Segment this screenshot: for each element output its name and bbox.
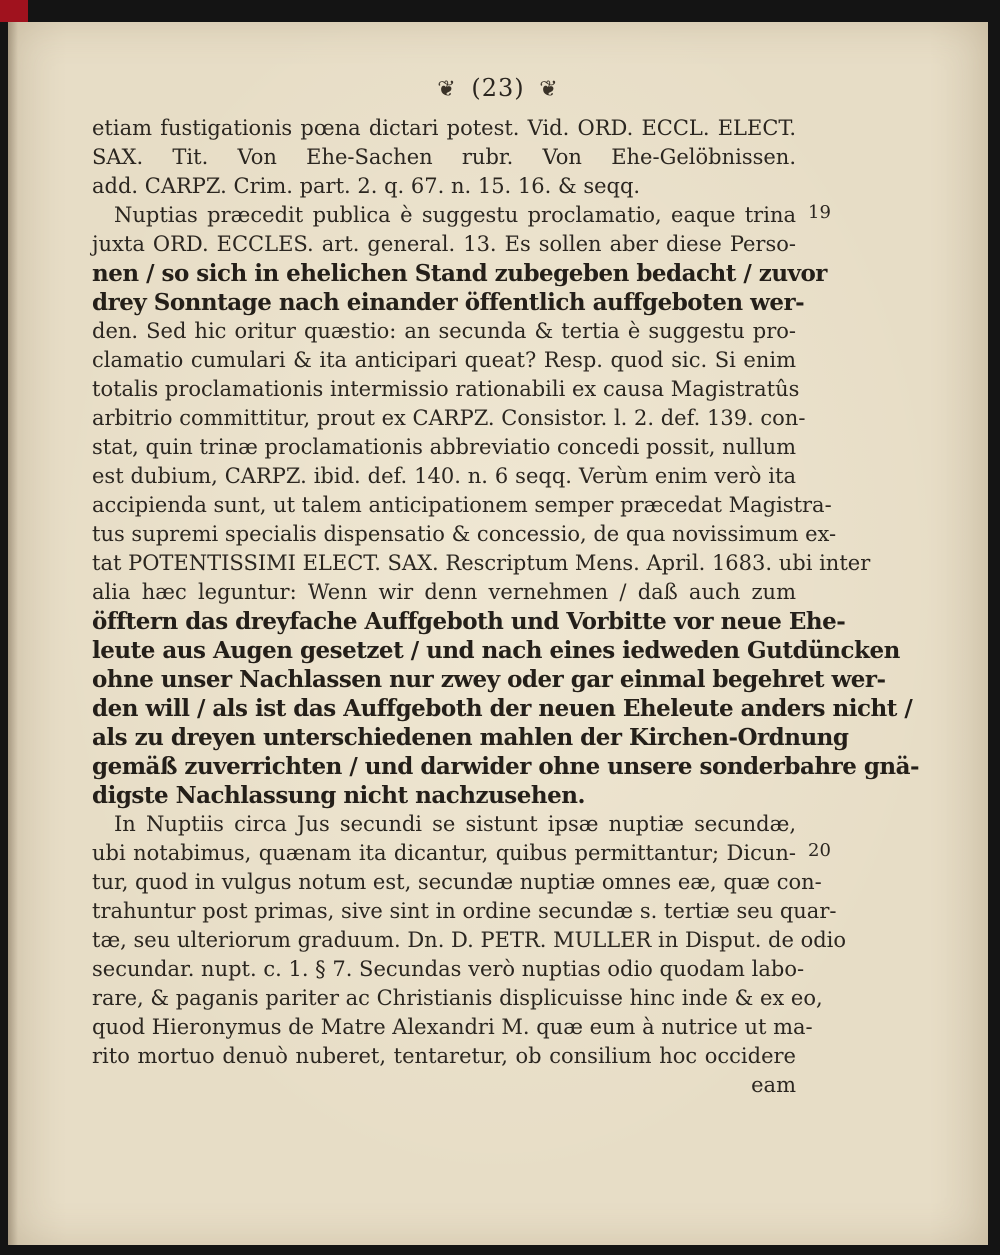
catchword: eam	[751, 1073, 796, 1097]
text-line: In Nuptiis circa Jus secundi se sistunt ipsæ nuptiæ secundæ,	[114, 812, 796, 836]
text-line: leute aus Augen gesetzet / und nach eines iedweden Gutdüncken	[92, 637, 900, 664]
text-line: secundar. nupt. c. 1. § 7. Secundas verò nuptias odio quodam labo-	[92, 957, 805, 981]
text-line: arbitrio committitur, prout ex CARPZ. Consistor. l. 2. def. 139. con-	[92, 406, 806, 430]
margin-number: 19	[808, 202, 831, 223]
page-number: (23)	[471, 74, 525, 102]
text-line: drey Sonntage nach einander öffentlich auffgeboten wer-	[92, 289, 805, 316]
text-line: nen / so sich in ehelichen Stand zubegeben bedacht / zuvor	[92, 260, 827, 287]
text-line: rare, & paganis pariter ac Christianis displicuisse hinc inde & ex eo,	[92, 986, 823, 1010]
text-line: etiam fustigationis pœna dictari potest. Vid. ORD. ECCL. ELECT.	[92, 116, 796, 140]
page-spine-shadow	[8, 22, 18, 1245]
text-line: SAX. Tit. Von Ehe-Sachen rubr. Von Ehe-Gelöbnissen.	[92, 145, 796, 169]
text-line: quod Hieronymus de Matre Alexandri M. quæ eum à nutrice ut ma-	[92, 1015, 813, 1039]
text-line: accipienda sunt, ut talem anticipationem semper præcedat Magistra-	[92, 493, 832, 517]
left-ornament-icon: ❦	[437, 77, 457, 102]
text-line: juxta ORD. ECCLES. art. general. 13. Es sollen aber diese Perso-	[92, 232, 796, 256]
margin-number: 20	[808, 840, 831, 861]
text-line: tus supremi specialis dispensatio & concessio, de qua novissimum ex-	[92, 522, 837, 546]
text-line: est dubium, CARPZ. ibid. def. 140. n. 6 seqq. Verùm enim verò ita	[92, 464, 796, 488]
text-line: digste Nachlassung nicht nachzusehen.	[92, 782, 585, 809]
right-ornament-icon: ❦	[539, 77, 559, 102]
page-header	[8, 74, 988, 102]
text-line: ohne unser Nachlassen nur zwey oder gar einmal begehret wer-	[92, 666, 886, 693]
text-line: rito mortuo denuò nuberet, tentaretur, ob consilium hoc occidere	[92, 1044, 796, 1068]
text-line: stat, quin trinæ proclamationis abbreviatio concedi possit, nullum	[92, 435, 797, 459]
book-page	[8, 22, 988, 1245]
text-line: clamatio cumulari & ita anticipari queat? Resp. quod sic. Si enim	[92, 348, 796, 372]
text-line: totalis proclamationis intermissio rationabili ex causa Magistratûs	[92, 377, 800, 401]
text-line: ubi notabimus, quænam ita dicantur, quibus permittantur; Dicun-	[92, 841, 796, 865]
text-line: Nuptias præcedit publica è suggestu proclamatio, eaque trina	[114, 203, 796, 227]
text-line: öfftern das dreyfache Auffgeboth und Vorbitte vor neue Ehe-	[92, 608, 846, 635]
text-line: den. Sed hic oritur quæstio: an secunda & tertia è suggestu pro-	[92, 319, 796, 343]
red-corner-tab	[0, 0, 28, 22]
text-line: als zu dreyen unterschiedenen mahlen der Kirchen-Ordnung	[92, 724, 849, 751]
text-line: tæ, seu ulteriorum graduum. Dn. D. PETR. MULLER in Disput. de odio	[92, 928, 847, 952]
text-line: add. CARPZ. Crim. part. 2. q. 67. n. 15. 16. & seqq.	[92, 174, 641, 198]
text-line: alia hæc leguntur: Wenn wir denn vernehmen / daß auch zum	[92, 580, 796, 604]
text-line: gemäß zuverrichten / und darwider ohne unsere sonderbahre gnä-	[92, 753, 920, 780]
text-line: tat POTENTISSIMI ELECT. SAX. Rescriptum Mens. April. 1683. ubi inter	[92, 551, 871, 575]
text-line: tur, quod in vulgus notum est, secundæ nuptiæ omnes eæ, quæ con-	[92, 870, 822, 894]
text-line: den will / als ist das Auffgeboth der neuen Eheleute anders nicht /	[92, 695, 913, 722]
text-line: trahuntur post primas, sive sint in ordine secundæ s. tertiæ seu quar-	[92, 899, 837, 923]
